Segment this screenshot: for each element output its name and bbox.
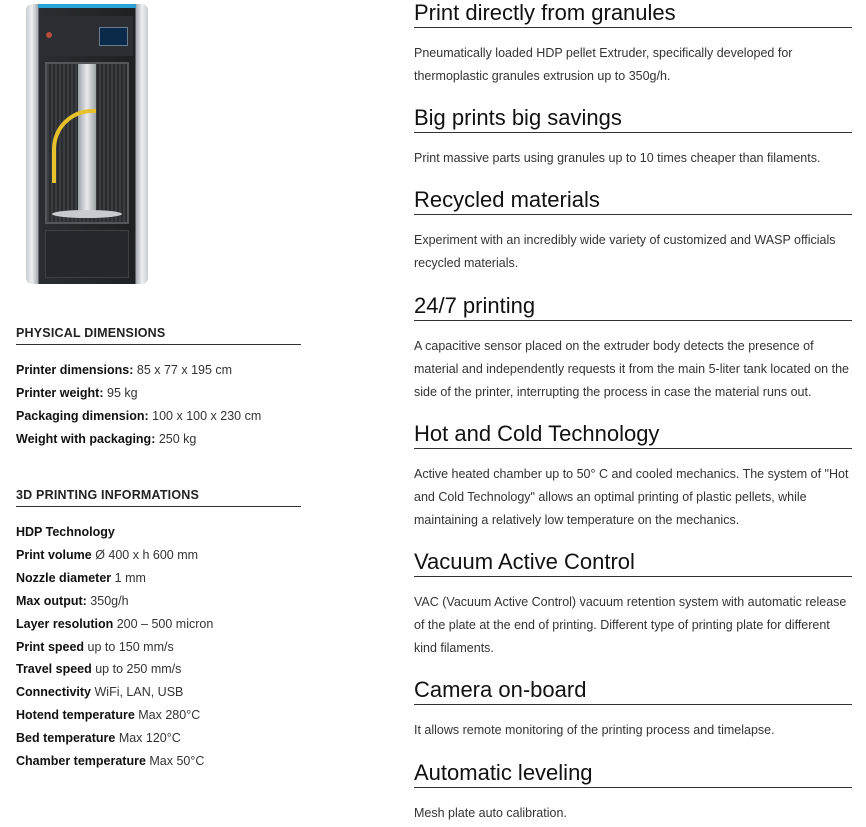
feature-24-7 (414, 293, 852, 403)
spec-item (16, 521, 301, 544)
printer-screen (99, 27, 128, 46)
physical-dimensions-list (16, 359, 301, 451)
spec-label: Print volume (16, 547, 92, 562)
feature-granules (414, 0, 852, 88)
feature-text: Print massive parts using granules up to 10 times cheaper than filaments. (414, 151, 821, 165)
spec-item (16, 590, 301, 613)
physical-dimensions-section (16, 326, 301, 451)
feature-title: Big prints big savings (414, 105, 852, 133)
spec-item (16, 681, 301, 704)
feature-leveling (414, 760, 852, 825)
feature-title: Vacuum Active Control (414, 549, 852, 577)
printer-logo-icon (46, 32, 52, 38)
feature-text: Pneumatically loaded HDP pellet Extruder, specifically developed for thermoplastic granules extrusion up to 350g/h. (414, 46, 793, 83)
spec-value: Ø 400 x h 600 mm (91, 547, 199, 562)
spec-label: Max output: (16, 593, 87, 608)
spec-label: Printer dimensions: (16, 363, 134, 377)
physical-dimensions-heading: PHYSICAL DIMENSIONS (16, 326, 301, 345)
feature-text: VAC (Vacuum Active Control) vacuum retention system with automatic release of the plate at the end of printing. Different type of printing plate for different kind filaments. (414, 595, 847, 655)
feature-title: Automatic leveling (414, 760, 852, 788)
spec-value: up to 250 mm/s (91, 662, 182, 677)
spec-item (16, 658, 301, 681)
feature-title: 24/7 printing (414, 293, 852, 321)
feature-title: Hot and Cold Technology (414, 421, 852, 449)
spec-value: 1 mm (111, 570, 146, 585)
spec-item (16, 750, 301, 773)
spec-value: WiFi, LAN, USB (91, 685, 184, 700)
spec-label: Connectivity (16, 685, 92, 700)
printer-bed (52, 210, 122, 218)
spec-value: 95 kg (103, 385, 138, 400)
feature-recycled (414, 187, 852, 275)
spec-item (16, 636, 301, 659)
feature-text: A capacitive sensor placed on the extruder body detects the presence of material and independently requests it from the main 5-liter tank located on the side of the printer, interrupting the process in case the material runs out. (414, 339, 849, 399)
spec-label: Weight with packaging: (16, 431, 156, 446)
spec-label: Bed temperature (16, 731, 116, 746)
printer-drawer (45, 230, 129, 278)
printing-info-heading: 3D PRINTING INFORMATIONS (16, 488, 301, 507)
printing-info-section (16, 488, 301, 773)
feature-title: Print directly from granules (414, 0, 852, 28)
spec-item (16, 405, 301, 428)
printer-image (26, 4, 148, 284)
feature-big-prints (414, 105, 852, 170)
spec-value: Max 280°C (134, 708, 201, 723)
spec-item (16, 544, 301, 567)
spec-value: 200 – 500 micron (113, 616, 214, 631)
spec-value: 100 x 100 x 230 cm (148, 408, 262, 423)
spec-value: Max 120°C (115, 731, 181, 746)
spec-value: Max 50°C (145, 754, 205, 769)
spec-value: 350g/h (86, 593, 129, 608)
feature-text: Experiment with an incredibly wide variety of customized and WASP officials recycled materials. (414, 233, 836, 270)
feature-text: Mesh plate auto calibration. (414, 806, 567, 820)
spec-label: Hotend temperature (16, 708, 135, 723)
feature-text: It allows remote monitoring of the printing process and timelapse. (414, 723, 775, 737)
spec-value: 85 x 77 x 195 cm (133, 363, 233, 377)
spec-label: Travel speed (16, 662, 92, 677)
spec-value: 250 kg (155, 431, 197, 446)
printing-info-list (16, 521, 301, 773)
spec-item (16, 613, 301, 636)
printer-top-strip (38, 4, 136, 8)
spec-label: Printer weight: (16, 385, 104, 400)
spec-label: HDP Technology (16, 525, 115, 539)
spec-label: Chamber temperature (16, 754, 146, 769)
spec-item (16, 727, 301, 750)
spec-label: Packaging dimension: (16, 408, 149, 423)
spec-item (16, 428, 301, 451)
spec-label: Nozzle diameter (16, 570, 112, 585)
spec-item (16, 382, 301, 405)
spec-label: Print speed (16, 639, 85, 654)
feature-vacuum (414, 549, 852, 659)
spec-value: up to 150 mm/s (84, 639, 174, 654)
feature-title: Camera on-board (414, 677, 852, 705)
spec-item (16, 359, 301, 382)
spec-label: Layer resolution (16, 616, 114, 631)
feature-camera (414, 677, 852, 742)
feature-title: Recycled materials (414, 187, 852, 215)
spec-item (16, 704, 301, 727)
feature-text: Active heated chamber up to 50° C and cooled mechanics. The system of "Hot and Cold Technology" allows an optimal printing of plastic pellets, while maintaining a relatively low temperature on the mechanics. (414, 467, 849, 527)
feature-hot-cold (414, 421, 852, 531)
spec-item (16, 567, 301, 590)
